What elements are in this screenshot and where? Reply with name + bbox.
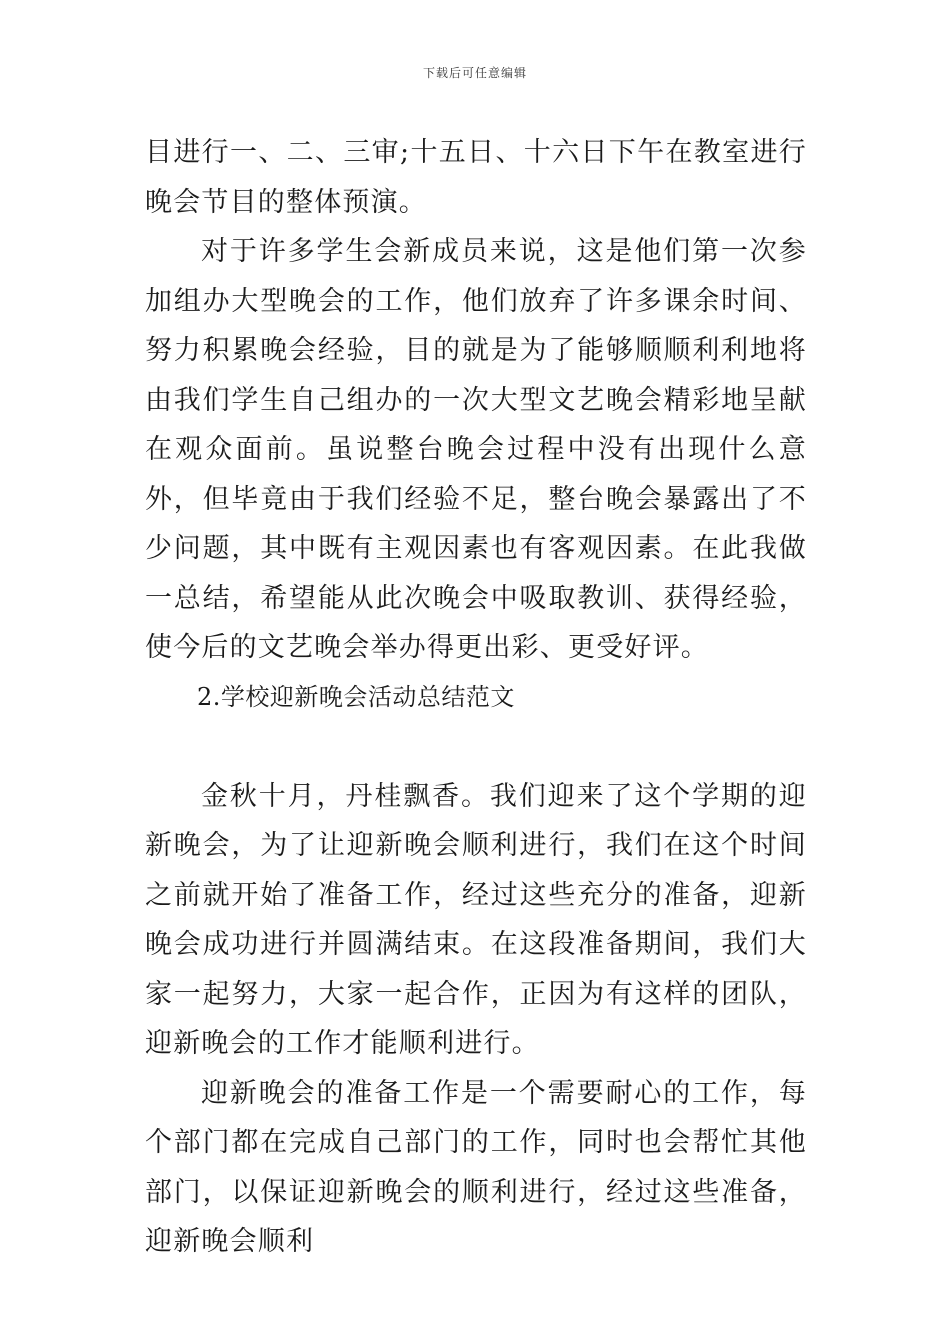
paragraph-reflection: 对于许多学生会新成员来说，这是他们第一次参加组办大型晚会的工作，他们放弃了许多课余时间、努力积累晚会经验，目的就是为了能够顺顺利利地将由我们学生自己组办的一次大型文艺晚会精彩地呈献在观众面前。虽说整台晚会过程中没有出现什么意外，但毕竟由于我们经验不足，整台晚会暴露出了不少问题，其中既有主观因素也有客观因素。在此我做一总结，希望能从此次晚会中吸取教训、获得经验，使今后的文艺晚会举办得更出彩、更受好评。 — [145, 236, 807, 663]
header-note: 下载后可任意编辑 — [422, 66, 527, 80]
section-heading: 2.学校迎新晚会活动总结范文 — [197, 682, 515, 711]
paragraph-intro: 金秋十月，丹桂飘香。我们迎来了这个学期的迎新晚会，为了让迎新晚会顺利进行，我们在这个时间之前就开始了准备工作，经过这些充分的准备，迎新晚会成功进行并圆满结束。在这段准备期间，我们大家一起努力，大家一起合作，正因为有这样的团队，迎新晚会的工作才能顺利进行。 — [145, 780, 807, 1059]
blank-line — [145, 722, 807, 772]
paragraph-continuation: 目进行一、二、三审;十五日、十六日下午在教室进行晚会节目的整体预演。 — [145, 137, 807, 218]
paragraph-preparation: 迎新晚会的准备工作是一个需要耐心的工作，每个部门都在完成自己部门的工作，同时也会帮忙其他部门，以保证迎新晚会的顺利进行，经过这些准备，迎新晚会顺利 — [145, 1077, 807, 1257]
document-body — [145, 128, 807, 1267]
